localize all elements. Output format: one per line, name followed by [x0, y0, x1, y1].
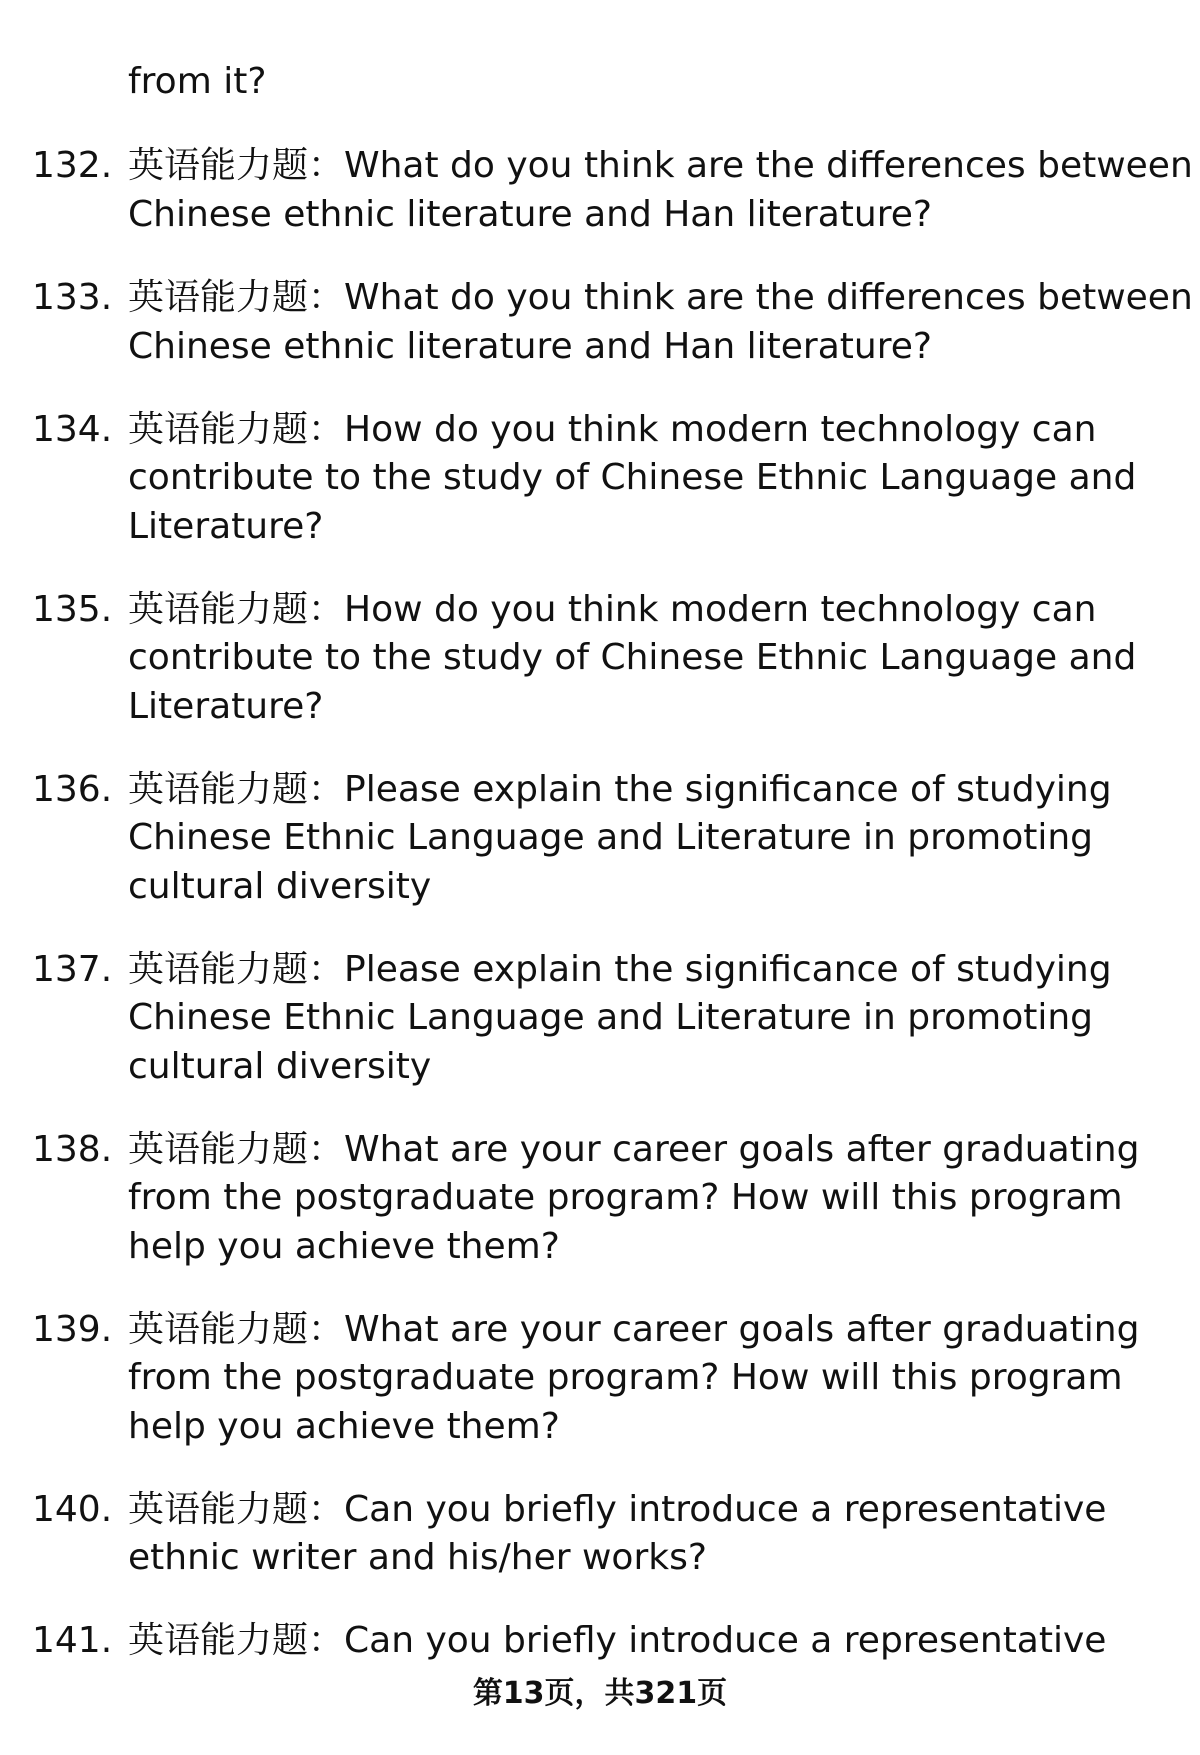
question-text-line: Chinese Ethnic Language and Literature in promoting	[128, 817, 1094, 858]
question-text-line: Chinese ethnic literature and Han literature?	[128, 326, 932, 367]
question-text-line: from the postgraduate program? How will this program	[128, 1177, 1123, 1218]
question-text-line: 英语能力题：How do you think modern technology can	[128, 589, 1097, 630]
question-text-line: cultural diversity	[128, 1046, 432, 1087]
question-text-line: from it?	[128, 61, 267, 102]
question-number: 135.	[32, 589, 113, 630]
question-text-line: 英语能力题：How do you think modern technology can	[128, 409, 1097, 450]
question-number: 141.	[32, 1620, 113, 1661]
question-number: 132.	[32, 145, 113, 186]
question-text-line: Literature?	[128, 506, 324, 547]
question-text-line: Literature?	[128, 686, 324, 727]
question-text-line: 英语能力题：What are your career goals after graduating	[128, 1129, 1140, 1170]
question-number: 134.	[32, 409, 113, 450]
question-number: 139.	[32, 1309, 113, 1350]
question-number: 140.	[32, 1489, 113, 1530]
question-text-line: Chinese ethnic literature and Han literature?	[128, 194, 932, 235]
question-text-line: 英语能力题：Can you briefly introduce a representative	[128, 1489, 1107, 1530]
question-number: 133.	[32, 277, 113, 318]
question-text-line: contribute to the study of Chinese Ethnic Language and	[128, 637, 1137, 678]
question-text-line: Chinese Ethnic Language and Literature in promoting	[128, 997, 1094, 1038]
question-text-line: cultural diversity	[128, 866, 432, 907]
question-number: 138.	[32, 1129, 113, 1170]
question-text-line: 英语能力题：Can you briefly introduce a representative	[128, 1620, 1107, 1661]
question-text-line: help you achieve them?	[128, 1406, 560, 1447]
question-text-line: contribute to the study of Chinese Ethnic Language and	[128, 457, 1137, 498]
question-text-line: from the postgraduate program? How will this program	[128, 1357, 1123, 1398]
question-text-line: 英语能力题：Please explain the significance of studying	[128, 769, 1112, 810]
question-text-line: 英语能力题：What are your career goals after graduating	[128, 1309, 1140, 1350]
question-text-line: 英语能力题：What do you think are the differences between	[128, 145, 1193, 186]
question-text-line: help you achieve them?	[128, 1226, 560, 1267]
question-number: 136.	[32, 769, 113, 810]
page-footer: 第13页，共321页	[472, 1676, 728, 1711]
question-number: 137.	[32, 949, 113, 990]
question-text-line: 英语能力题：Please explain the significance of studying	[128, 949, 1112, 990]
question-text-line: 英语能力题：What do you think are the differences between	[128, 277, 1193, 318]
question-text-line: ethnic writer and his/her works?	[128, 1537, 707, 1578]
